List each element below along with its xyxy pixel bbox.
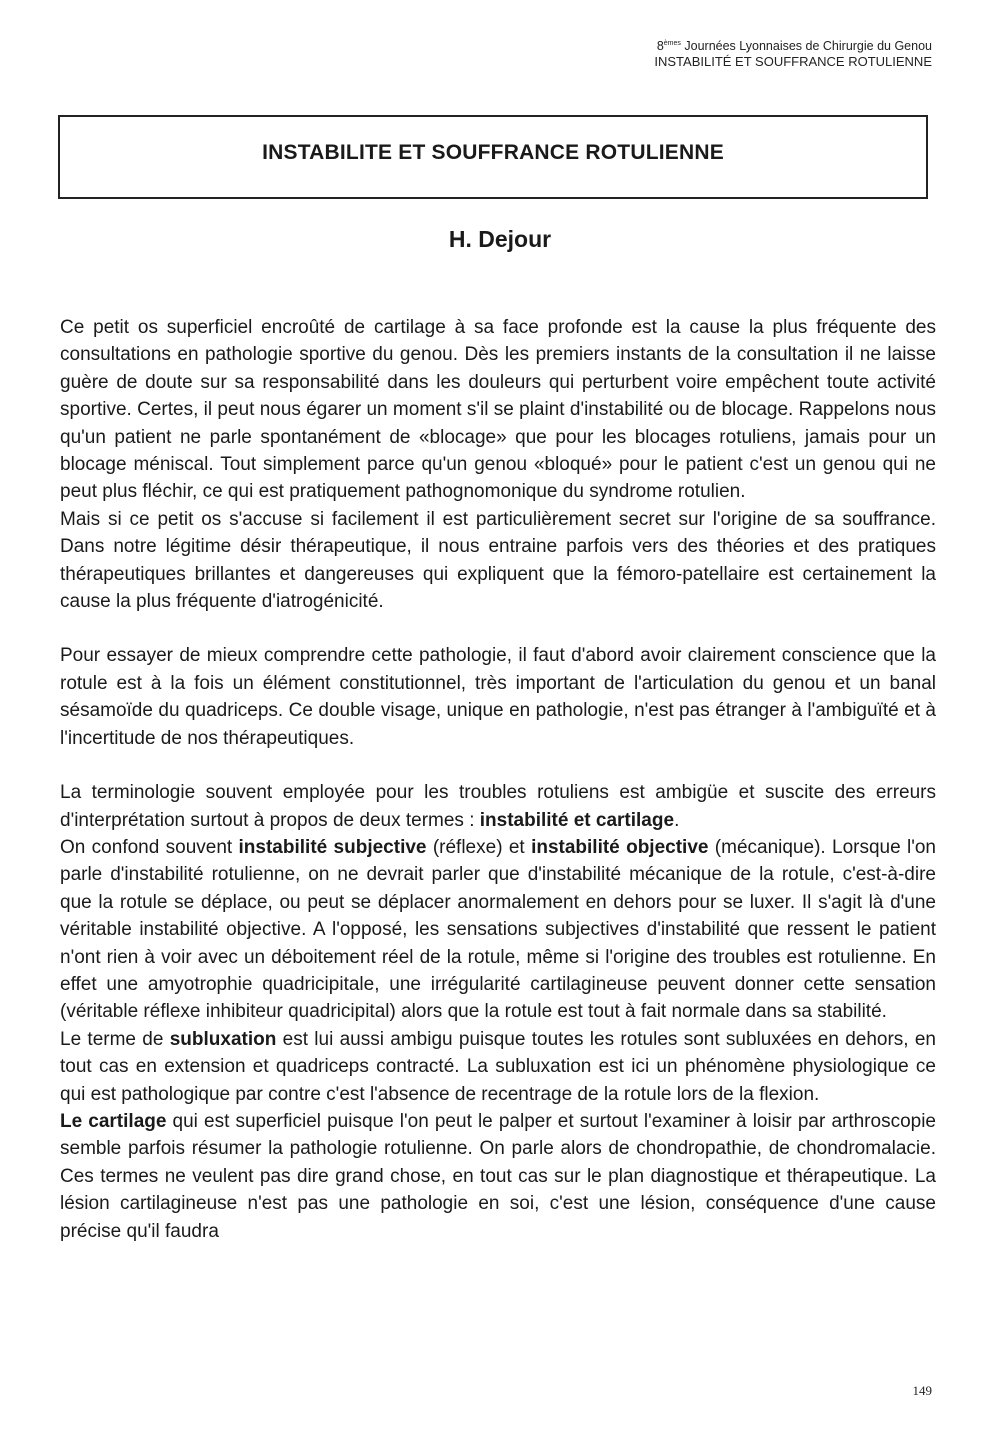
article-title: INSTABILITE ET SOUFFRANCE ROTULIENNE xyxy=(262,141,724,164)
subluxation-bold: subluxation xyxy=(169,1028,277,1050)
paragraph-subluxation xyxy=(60,1026,936,1108)
instability-text-b: (réflexe) et xyxy=(426,836,532,858)
instability-subjective-bold: instabilité subjective xyxy=(238,836,427,858)
paragraph-understanding: Pour essayer de mieux comprendre cette pathologie, il faut d'abord avoir clairement conscience que la rotule est à la fois un élément constitutionnel, très important de l'articulation du genou et un banal sésamoïde du quadriceps. Ce double visage, unique en pathologie, n'est pas étranger à l'ambiguïté et à l'incertitude de nos thérapeutiques. xyxy=(60,645,936,749)
conference-ordinal: 8 xyxy=(656,39,664,53)
instability-objective-bold: instabilité objective xyxy=(531,836,709,858)
paragraph-secret: Mais si ce petit os s'accuse si facilement il est particulièrement secret sur l'origine de sa souffrance. Dans notre légitime désir thérapeutique, il nous entraine parfois vers des théories et des pratiques thérapeutiques brillantes et dangereuses qui expliquent que la fémoro-patellaire est certainement la cause la plus fréquente d'iatrogénicité. xyxy=(60,508,936,613)
running-title: INSTABILITÉ ET SOUFFRANCE ROTULIENNE xyxy=(654,54,932,69)
paragraph-intro: Ce petit os superficiel encroûté de cartilage à sa face profonde est la cause la plus fréquente des consultations en pathologie sportive du genou. Dès les premiers instants de la consultation il ne laisse guère de doute sur sa responsabilité dans les douleurs qui perturbent voire empêchent toute activité sportive. Certes, il peut nous égarer un moment s'il se plaint d'instabilité ou de blocage. Rappelons nous qu'un patient ne parle spontanément de «blocage» que pour les blocages rotuliens, jamais pour un blocage méniscal. Tout simplement parce qu'un genou «bloqué» pour le patient c'est un genou qui ne peut plus fléchir, ce qui est pratiquement pathognomonique du syndrome rotulien. xyxy=(60,317,936,503)
terminology-end: . xyxy=(674,809,680,831)
author-name: H. Dejour xyxy=(448,226,552,252)
conference-line xyxy=(654,38,932,54)
paragraph-cartilage xyxy=(60,1108,936,1245)
instability-text-c: (mécanique). Lorsque l'on parle d'instabilité rotulienne, on ne devrait parler que d'instabilité mécanique de la rotule, c'est-à-dire que la rotule se déplace, ou peut se déplacer anormalement en dehors pour se luxer. Il s'agit là d'une véritable instabilité objective. A l'opposé, les sensations subjectives d'instabilité que ressent le patient n'ont rien à voir avec un déboitement réel de la rotule, même si l'origine des troubles est rotulienne. En effet une amyotrophie quadricipitale, une irrégularité cartilagineuse peuvent donner cette sensation (véritable réflexe inhibiteur quadricipital) alors que la rotule est tout à fait normale dans sa stabilité. xyxy=(60,836,936,1023)
conference-ordinal-suffix: èmes xyxy=(663,39,681,47)
subluxation-text-b: est lui aussi ambigu puisque toutes les rotules sont subluxées en dehors, en tout cas en extension et quadriceps contracté. La subluxation est ici un phénomène physiologique ce qui est pathologique par contre c'est l'absence de recentrage de la rotule lors de la flexion. xyxy=(60,1028,937,1105)
terminology-text: La terminologie souvent employée pour les troubles rotuliens est ambigüe et suscite des erreurs d'interprétation surtout à propos de deux termes : xyxy=(60,782,936,831)
page-number: 149 xyxy=(912,1383,932,1398)
running-header xyxy=(654,38,932,70)
title-box xyxy=(58,115,928,199)
cartilage-text: qui est superficiel puisque l'on peut le palper et surtout l'examiner à loisir par arthroscopie semble parfois résumer la pathologie rotulienne. On parle alors de chondropathie, de chondromalacie. Ces termes ne veulent pas dire grand chose, en tout cas sur le plan diagnostique et thérapeutique. La lésion cartilagineuse n'est pas une pathologie en soi, c'est une lésion, conséquence d'une cause précise qu'il faudra xyxy=(60,1110,936,1242)
terminology-bold: instabilité et cartilage xyxy=(479,809,675,831)
conference-name: Journées Lyonnaises de Chirurgie du Genou xyxy=(680,39,932,53)
cartilage-bold: Le cartilage xyxy=(60,1110,167,1132)
subluxation-text-a: Le terme de xyxy=(60,1028,170,1050)
article-body xyxy=(60,314,936,1245)
instability-text-a: On confond souvent xyxy=(60,836,239,858)
paragraph-terminology xyxy=(60,779,936,834)
paragraph-instability xyxy=(60,834,936,1026)
